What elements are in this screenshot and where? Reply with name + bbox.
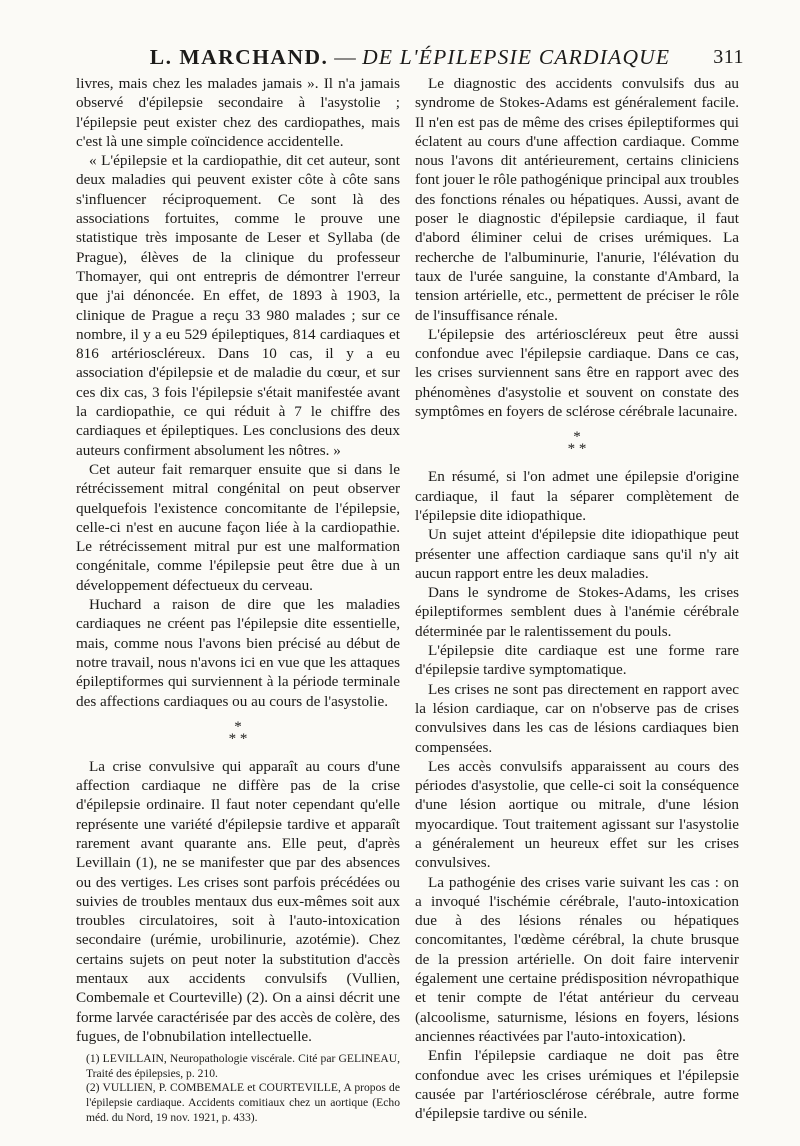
separator-stars: * * xyxy=(567,441,587,458)
paragraph: En résumé, si l'on admet une épilepsie d'origine cardiaque, il faut la séparer complètement de l'épilepsie dite idiopathique. xyxy=(415,468,739,524)
section-separator xyxy=(76,718,400,747)
running-header xyxy=(76,40,744,74)
separator-star: * xyxy=(573,429,581,446)
page-number: 311 xyxy=(713,46,744,68)
paragraph: La pathogénie des crises varie suivant les cas : on a invoqué l'ischémie cérébrale, l'auto-intoxication due à des lésions rénales ou hépatiques concomitantes, l'œdème cérébral, la chute brusque de la pression artérielle. On doit faire intervenir également une certaine prédisposition névropathique et tenir compte de l'état antérieur du cerveau (alcoolisme, saturnisme, lésions en foyers, lésions anciennes réactivées par l'auto-intoxication). xyxy=(415,873,739,1045)
paragraph: Enfin l'épilepsie cardiaque ne doit pas être confondue avec les crises urémiques et l'épilepsie causée par l'artériosclérose cérébrale, autre forme d'épilepsie tardive ou sénile. xyxy=(415,1047,739,1123)
footnote: (1) LEVILLAIN, Neuropathologie viscérale. Cité par GELINEAU, Traité des épilepsies, p. 210. xyxy=(86,1052,400,1080)
separator-star: * xyxy=(234,718,242,735)
right-column xyxy=(415,74,739,1123)
paragraph: La crise convulsive qui apparaît au cours d'une affection cardiaque ne diffère pas de la crise d'épilepsie ordinaire. Il faut noter cependant qu'elle représente une variété d'épilepsie tardive et apparaît rarement avant quarante ans. Elle peut, d'après Levillain (1), ne se manifester que par des absences ou des vertiges. Les crises sont parfois précédées ou suivies de troubles mentaux dus eux-mêmes soit aux troubles circulatoires, soit à l'auto-intoxication secondaire (urémie, urobilinurie, azotémie). Chez certains sujets on peut noter la substitution d'accès mentaux aux accidents convulsifs (Vullien, Combemale et Courteville) (2). On a ainsi décrit une forme larvée caractérisée par des accès de colère, des fugues, de l'obnubilation intellectuelle. xyxy=(76,757,400,1045)
separator-stars: * * xyxy=(228,730,248,747)
header-title: DE L'ÉPILEPSIE CARDIAQUE xyxy=(362,45,671,69)
paragraph: « L'épilepsie et la cardiopathie, dit cet auteur, sont deux maladies qui peuvent exister côte à côte sans s'influencer réciproquement. Ce sont là des associations fortuites, comme le prouve une statistique très imposante de Leser et Syllaba (de Prague), élèves de la clinique du professeur Thomayer, qui ont entrepris de démontrer l'erreur que j'ai dénoncée. En effet, de 1893 à 1903, la clinique de Prague a reçu 33 980 malades ; sur ce nombre, il y a eu 529 épileptiques, 814 cardiaques et 816 artérioscléreux. Dans 10 cas, il y a eu association d'épilepsie et de maladie du cœur, et sur ces dix cas, 3 fois l'épilepsie s'était manifestée avant la cardiopathie, ce qui réduit à 7 le chiffre des cardiaques et épileptiques. Les conclusions des deux auteurs confirment absolument les nôtres. » xyxy=(76,152,400,459)
paragraph: Les accès convulsifs apparaissent au cours des périodes d'asystolie, que celle-ci soit la conséquence d'une lésion aortique ou mitrale, d'une lésion myocardique. Tout traitement agissant sur l'asystolie a généralement un heureux effet sur les crises convulsives. xyxy=(415,757,739,872)
header-author: L. MARCHAND. xyxy=(149,45,329,69)
paragraph: Cet auteur fait remarquer ensuite que si dans le rétrécissement mitral congénital on peut observer quelquefois l'existence concomitante de l'épilepsie, celle-ci n'est en aucune façon liée à la cardiopathie. Le rétrécissement mitral pur est une malformation congénitale, comme l'épilepsie peut être due à un développement défectueux du cerveau. xyxy=(76,460,400,594)
paragraph: L'épilepsie dite cardiaque est une forme rare d'épilepsie tardive symptomatique. xyxy=(415,642,739,679)
paragraph: Huchard a raison de dire que les maladies cardiaques ne créent pas l'épilepsie dite essentielle, mais, comme nous l'avons bien précisé au début de notre travail, nous n'avons ici en vue que les attaques épileptiformes qui surviennent à la période terminale des affections cardiaques ou au cours de l'asystolie. xyxy=(76,596,400,710)
section-separator xyxy=(415,429,739,458)
paragraph: Les crises ne sont pas directement en rapport avec la lésion cardiaque, car on n'observe pas de crises convulsives dans les cas de lésions cardiaques bien compensées. xyxy=(415,680,739,756)
footnotes xyxy=(76,1052,400,1125)
paragraph: Dans le syndrome de Stokes-Adams, les crises épileptiformes semblent dues à l'anémie cérébrale déterminée par le ralentissement du pouls. xyxy=(415,584,739,640)
left-column xyxy=(76,74,400,1125)
paragraph: Un sujet atteint d'épilepsie dite idiopathique peut présenter une affection cardiaque sans qu'il n'y ait aucun rapport entre les deux maladies. xyxy=(415,526,739,582)
paragraph: livres, mais chez les malades jamais ». Il n'a jamais observé d'épilepsie secondaire à l'asystolie ; l'épilepsie peut exister chez des cardiopathes, mais c'est là une simple coïncidence accidentelle. xyxy=(76,75,400,150)
header-dash: — xyxy=(334,45,357,69)
paragraph: L'épilepsie des artérioscléreux peut être aussi confondue avec l'épilepsie cardiaque. Dans ce cas, les crises surviennent sans être en rapport avec des phénomènes d'asystolie et souvent on constate des symptômes en foyers de sclérose cérébrale lacunaire. xyxy=(415,325,739,421)
paragraph: Le diagnostic des accidents convulsifs dus au syndrome de Stokes-Adams est généralement facile. Il n'en est pas de même des crises épileptiformes qui éclatent au cours d'une affection cardiaque. Comme nous l'avons dit antérieurement, certains cliniciens font jouer le rôle pathogénique principal aux troubles des fonctions rénales ou hépatiques. Aussi, avant de poser le diagnostic d'épilepsie cardiaque, il faut d'abord éliminer celui de crises urémiques. La recherche de l'albuminurie, l'anurie, l'élévation du taux de l'urée sanguine, la constante d'Ambard, la tension artérielle, etc., permettent de préciser le rôle de l'insuffisance rénale. xyxy=(415,75,739,324)
footnote: (2) VULLIEN, P. COMBEMALE et COURTEVILLE, A propos de l'épilepsie cardiaque. Accidents comitiaux chez un aortique (Echo méd. du Nord, 19 nov. 1921, p. 433). xyxy=(86,1081,400,1124)
